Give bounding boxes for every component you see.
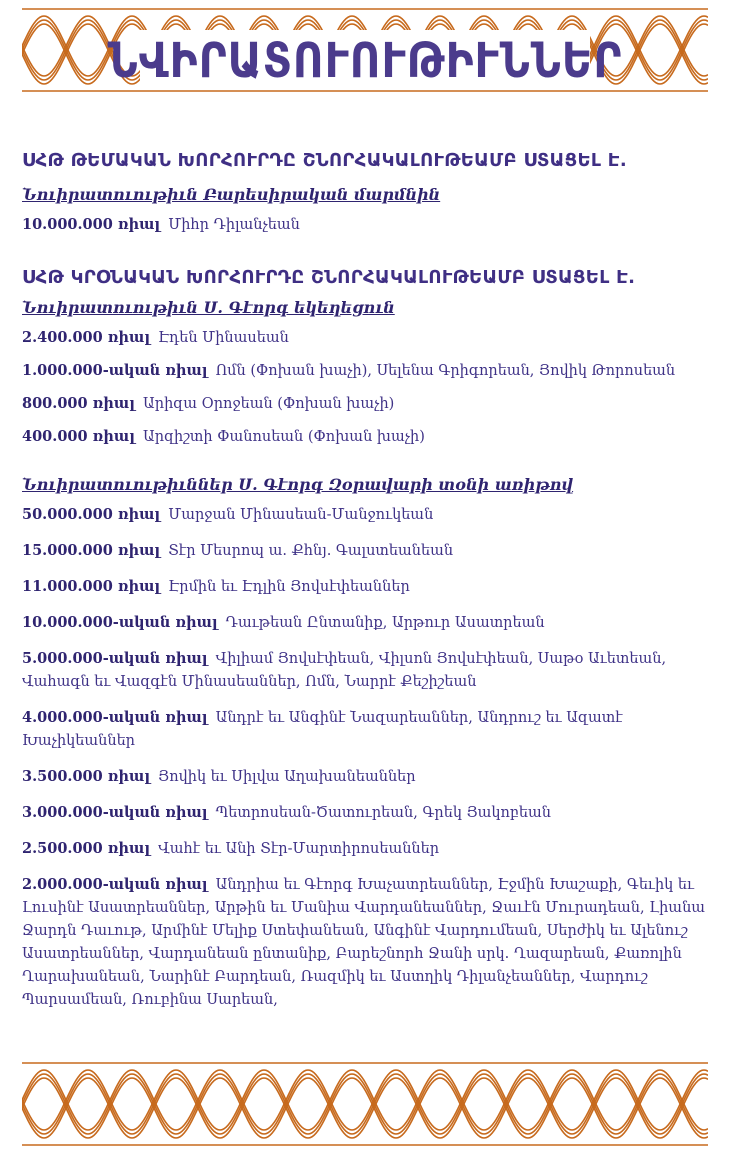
donor-names: Արիզա Օրոջեան (Փոխան խաչի) [142,396,395,412]
section-heading-religious: ՍՀԹ ԿՐՕՆԱԿԱՆ ԽՈՐՀՈՒՐԴԸ ՇՆՈՐՀԱԿԱԼՈՒԹԵԱՄԲ ՍՏԱՑԵԼ Է. [22,267,636,288]
donation-row [22,647,712,694]
donation-amount: 11.000.000 ռիալ [22,578,161,595]
donor-names: Մարջան Մինասեան-Մանջուկեան [168,507,434,523]
donor-names: Էդեն Մինասեան [158,330,289,346]
donation-amount: 2.500.000 ռիալ [22,840,151,857]
donation-row [22,765,712,789]
donation-row [22,213,712,237]
donation-row [22,392,712,416]
donor-names: Անդրիա եւ Գէորգ Խաչատրեաններ, Էջմին Խաշաքի, Գեւիկ եւ Լուսինէ Ասատրեաններ, Արթին եւ Մանիա Վարդանեաններ, Ջաւէն Մուրադեան, Լիանա Ջարդն Դաւութ, Արմինէ Մելիք Ստեփանեան, Անգինէ Վարդումեան, Սերժիկ եւ Ալենուշ Ասատրեաններ, Վարդանեան ընտանիք, Բարեշնորհ Ջանի սրկ. Ղազարեան, Քառոլին Ղարախանեան, Նարինէ Բարդեան, Ռազմիկ եւ Աստղիկ Դիլանչեաններ, Վարդուշ Պարսամեան, Ռուբինա Սարեան, [22,877,706,1008]
donor-names: Ոմն (Փոխան խաչի), Սելենա Գրիգորեան, Յովիկ Թորոսեան [215,363,676,379]
donor-names: Յովիկ եւ Սիլվա Աղախանեաններ [158,769,416,785]
donation-amount: 1.000.000-ական ռիալ [22,362,208,379]
page-title-box [107,30,623,90]
donor-names: Դաւթեան Ընտանիք, Արթուր Ասատրեան [225,615,545,631]
donor-names: Պետրոսեան-Ծատուրեան, Գրեկ Յակոբեան [215,805,551,821]
donation-amount: 4.000.000-ական ռիալ [22,709,208,726]
donation-row [22,575,712,599]
donation-row [22,706,712,753]
donation-row [22,837,712,861]
group-subheading-charity: Նուիրատուութիւն Բարեսիրական մարմնին [22,185,441,204]
donation-row [22,873,712,1012]
donor-names: Անդրէ եւ Անգինէ Նազարեաններ, Անդրուշ եւ Ազատէ Խաչիկեաններ [22,710,623,749]
donation-amount: 50.000.000 ռիալ [22,506,161,523]
donation-amount: 2.400.000 ռիալ [22,329,151,346]
donor-names: Տէր Մեսրոպ ա. Քհնյ. Գալստեանեան [168,543,454,559]
donor-names: Վիլիամ Յովսէփեան, Վիլսոն Յովսէփեան, Սաթօ Աւետեան, Վահագն եւ Վազգէն Մինասեաններ, Ոմն, Նարրէ Քեշիշեան [22,651,667,690]
donation-row [22,539,712,563]
donation-amount: 800.000 ռիալ [22,395,135,412]
donor-names: Միհր Դիլանչեան [168,217,300,233]
group-subheading-feast: Նուիրատուութիւններ Ս. Գէորգ Զօրավարի տօնի առիթով [22,475,574,494]
donation-amount: 400.000 ռիալ [22,428,135,445]
ornament-band-bottom [22,1060,708,1148]
donation-amount: 10.000.000 ռիալ [22,216,161,233]
donor-names: Արզիշտի Փանոսեան (Փոխան խաչի) [142,429,425,445]
donation-row [22,326,712,350]
donation-amount: 15.000.000 ռիալ [22,542,161,559]
donation-amount: 3.000.000-ական ռիալ [22,804,208,821]
donor-names: Էրմին եւ Էդլին Յովսէփեաններ [168,579,410,595]
section-heading-diocesan: ՍՀԹ ԹԵՄԱԿԱՆ ԽՈՐՀՈՒՐԴԸ ՇՆՈՐՀԱԿԱԼՈՒԹԵԱՄԲ ՍՏԱՑԵԼ Է. [22,150,627,171]
donation-amount: 5.000.000-ական ռիալ [22,650,208,667]
page-title: ՆՎԻՐԱՏՈՒՈՒԹԻՒՆՆԵՐ [107,31,623,89]
donation-amount: 10.000.000-ական ռիալ [22,614,218,631]
donation-amount: 3.500.000 ռիալ [22,768,151,785]
donation-row [22,801,712,825]
content [22,150,712,1012]
donation-row [22,611,712,635]
donation-amount: 2.000.000-ական ռիալ [22,876,208,893]
donation-row [22,359,712,383]
group-subheading-church: Նուիրատուութիւն Ս. Գէորգ եկեղեցուն [22,298,395,317]
donation-row [22,503,712,527]
donor-names: Վահէ եւ Անի Տէր-Մարտիրոսեաններ [158,841,440,857]
donation-row [22,425,712,449]
